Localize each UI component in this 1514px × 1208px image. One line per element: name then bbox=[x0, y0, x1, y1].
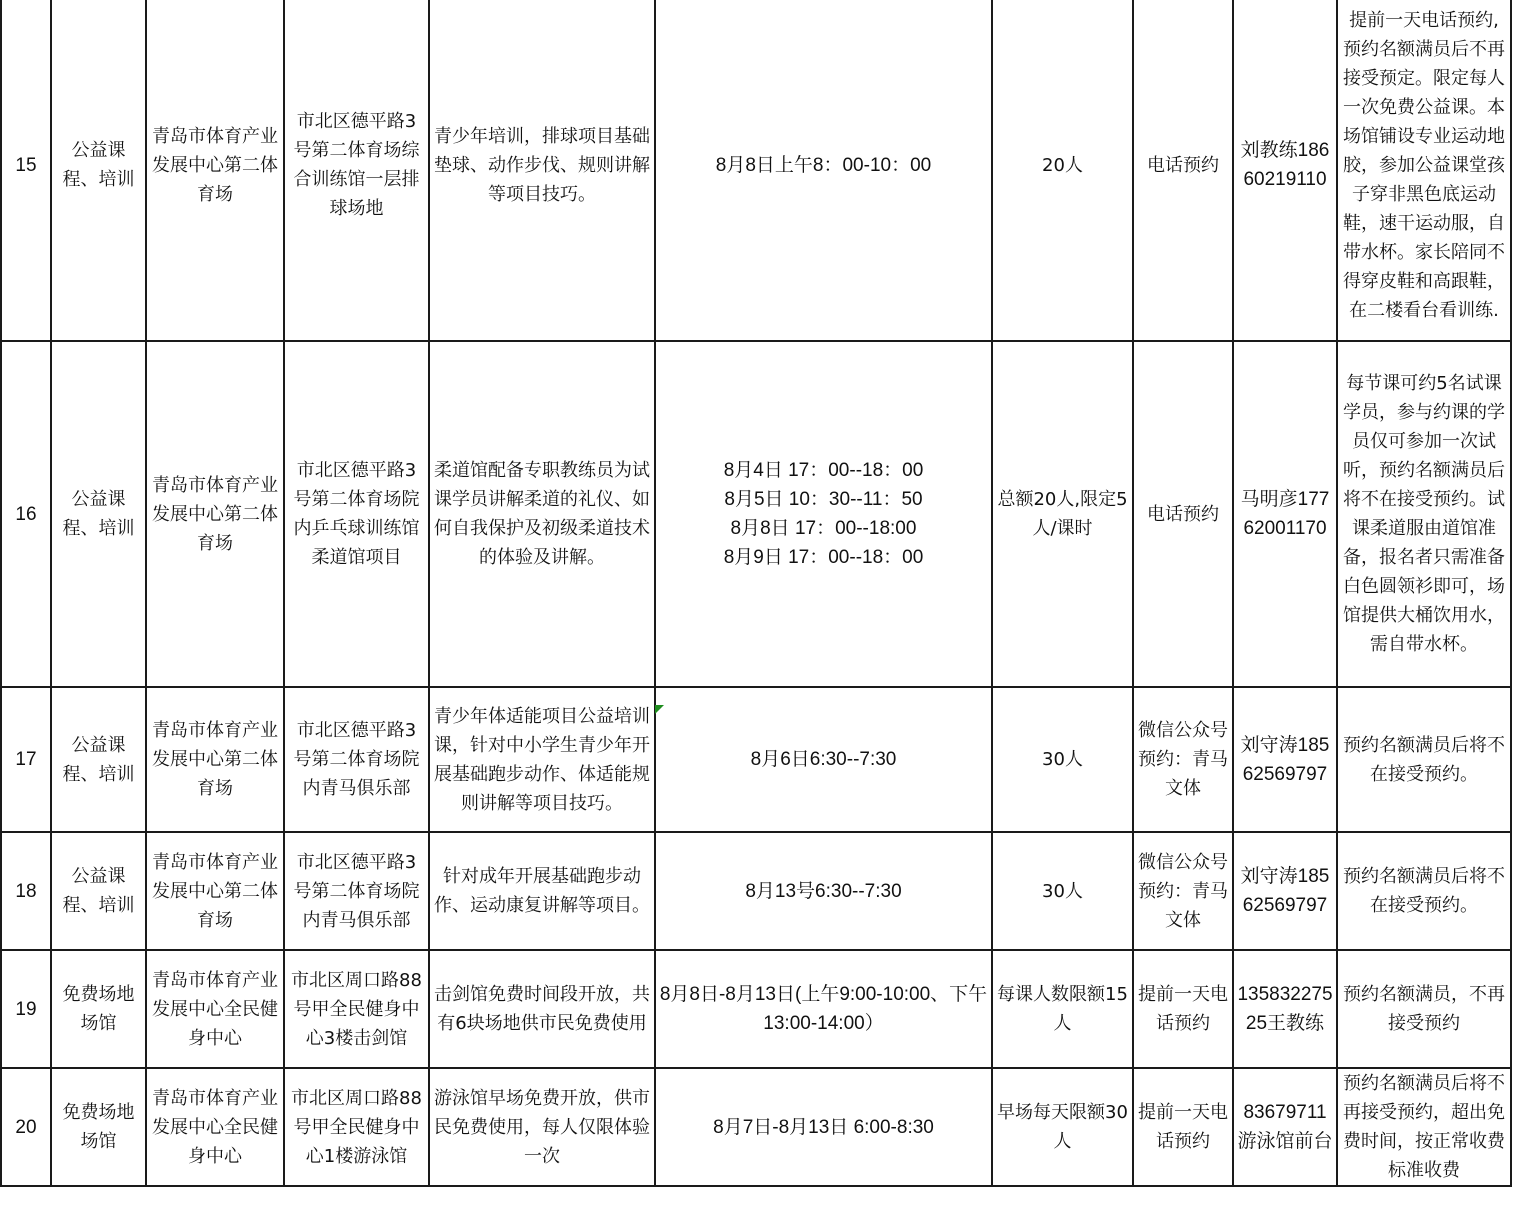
contact-cell: 83679711游泳馆前台 bbox=[1233, 1068, 1337, 1186]
time-line: 8月8日 17：00--18:00 bbox=[730, 518, 917, 539]
time-line: 8月7日-8月13日 6:00-8:30 bbox=[713, 1116, 934, 1138]
activity-time-cell bbox=[655, 0, 992, 341]
activity-content-cell: 青少年体适能项目公益培训课，针对中小学生青少年开展基础跑步动作、体适能规则讲解等项目技巧。 bbox=[429, 687, 655, 832]
quota-cell: 30人 bbox=[992, 687, 1133, 832]
row-number-cell: 17 bbox=[1, 687, 51, 832]
time-line: 8月6日6:30--7:30 bbox=[750, 749, 897, 770]
activity-content-cell: 针对成年开展基础跑步动作、运动康复讲解等项目。 bbox=[429, 832, 655, 950]
row-number-cell: 19 bbox=[1, 950, 51, 1068]
booking-method-cell: 提前一天电话预约 bbox=[1133, 950, 1233, 1068]
activity-content-cell: 击剑馆免费时间段开放，共有6块场地供市民免费使用 bbox=[429, 950, 655, 1068]
quota-cell: 每课人数限额15人 bbox=[992, 950, 1133, 1068]
booking-method-cell: 电话预约 bbox=[1133, 341, 1233, 687]
activity-type-cell: 公益课程、培训 bbox=[51, 832, 146, 950]
venue-address-cell: 市北区德平路3号第二体育场院内青马俱乐部 bbox=[284, 687, 429, 832]
contact-cell: 13583227525王教练 bbox=[1233, 950, 1337, 1068]
quota-cell: 总额20人,限定5人/课时 bbox=[992, 341, 1133, 687]
booking-method-cell: 提前一天电话预约 bbox=[1133, 1068, 1233, 1186]
table-row bbox=[1, 0, 1511, 341]
booking-method-cell: 微信公众号预约：青马文体 bbox=[1133, 687, 1233, 832]
quota-cell: 早场每天限额30人 bbox=[992, 1068, 1133, 1186]
notes-cell: 预约名额满员，不再接受预约 bbox=[1337, 950, 1511, 1068]
quota-cell: 20人 bbox=[992, 0, 1133, 341]
time-line: 8月4日 17：00--18：00 bbox=[723, 460, 924, 481]
organizer-cell: 青岛市体育产业发展中心全民健身中心 bbox=[146, 950, 284, 1068]
activity-type-cell: 公益课程、培训 bbox=[51, 687, 146, 832]
activity-type-cell: 公益课程、培训 bbox=[51, 341, 146, 687]
table-row bbox=[1, 950, 1511, 1068]
activity-time-cell bbox=[655, 341, 992, 687]
activity-time-cell bbox=[655, 1068, 992, 1186]
notes-cell: 提前一天电话预约,预约名额满员后不再接受预定。限定每人一次免费公益课。本场馆铺设专业运动地胶，参加公益课堂孩子穿非黑色底运动鞋，速干运动服，自带水杯。家长陪同不得穿皮鞋和高跟鞋，在二楼看台看训练. bbox=[1337, 0, 1511, 341]
table-row bbox=[1, 687, 1511, 832]
contact-cell: 刘守涛18562569797 bbox=[1233, 832, 1337, 950]
venue-address-cell: 市北区德平路3号第二体育场综合训练馆一层排球场地 bbox=[284, 0, 429, 341]
time-line: 8月5日 10：30--11：50 bbox=[724, 489, 923, 510]
time-line: 8月13号6:30--7:30 bbox=[745, 880, 902, 902]
notes-cell: 每节课可约5名试课学员，参与约课的学员仅可参加一次试听，预约名额满员后将不在接受预约。试课柔道服由道馆准备，报名者只需准备白色圆领衫即可，场馆提供大桶饮用水，需自带水杯。 bbox=[1337, 341, 1511, 687]
time-line: 8月9日 17：00--18：00 bbox=[723, 547, 924, 568]
organizer-cell: 青岛市体育产业发展中心第二体育场 bbox=[146, 832, 284, 950]
organizer-cell: 青岛市体育产业发展中心第二体育场 bbox=[146, 341, 284, 687]
table-row bbox=[1, 341, 1511, 687]
contact-cell: 马明彦17762001170 bbox=[1233, 341, 1337, 687]
organizer-cell: 青岛市体育产业发展中心全民健身中心 bbox=[146, 1068, 284, 1186]
row-number-cell: 15 bbox=[1, 0, 51, 341]
row-number-cell: 20 bbox=[1, 1068, 51, 1186]
venue-address-cell: 市北区周口路88号甲全民健身中心3楼击剑馆 bbox=[284, 950, 429, 1068]
activity-content-cell: 游泳馆早场免费开放，供市民免费使用，每人仅限体验一次 bbox=[429, 1068, 655, 1186]
contact-cell: 刘教练18660219110 bbox=[1233, 0, 1337, 341]
row-number-cell: 18 bbox=[1, 832, 51, 950]
time-line: 8月8日上午8：00-10：00 bbox=[715, 154, 932, 176]
venue-address-cell: 市北区德平路3号第二体育场院内乒乓球训练馆柔道馆项目 bbox=[284, 341, 429, 687]
notes-cell: 预约名额满员后将不在接受预约。 bbox=[1337, 832, 1511, 950]
organizer-cell: 青岛市体育产业发展中心第二体育场 bbox=[146, 0, 284, 341]
venue-address-cell: 市北区德平路3号第二体育场院内青马俱乐部 bbox=[284, 832, 429, 950]
activity-type-cell: 免费场地场馆 bbox=[51, 950, 146, 1068]
table-row bbox=[1, 832, 1511, 950]
activity-time-cell bbox=[655, 950, 992, 1068]
contact-cell: 刘守涛18562569797 bbox=[1233, 687, 1337, 832]
table-row bbox=[1, 1068, 1511, 1186]
row-number-cell: 16 bbox=[1, 341, 51, 687]
booking-method-cell: 电话预约 bbox=[1133, 0, 1233, 341]
activity-content-cell: 青少年培训，排球项目基础垫球、动作步伐、规则讲解等项目技巧。 bbox=[429, 0, 655, 341]
activity-time-cell bbox=[655, 832, 992, 950]
organizer-cell: 青岛市体育产业发展中心第二体育场 bbox=[146, 687, 284, 832]
activity-type-cell: 免费场地场馆 bbox=[51, 1068, 146, 1186]
comment-indicator bbox=[655, 705, 664, 714]
booking-method-cell: 微信公众号预约：青马文体 bbox=[1133, 832, 1233, 950]
time-line: 8月8日-8月13日(上午9:00-10:00、下午13:00-14:00） bbox=[659, 984, 988, 1034]
notes-cell: 预约名额满员后将不再接受预约，超出免费时间，按正常收费标准收费 bbox=[1337, 1068, 1511, 1186]
venue-address-cell: 市北区周口路88号甲全民健身中心1楼游泳馆 bbox=[284, 1068, 429, 1186]
notes-cell: 预约名额满员后将不在接受预约。 bbox=[1337, 687, 1511, 832]
quota-cell: 30人 bbox=[992, 832, 1133, 950]
activity-time-cell bbox=[655, 687, 992, 832]
activity-content-cell: 柔道馆配备专职教练员为试课学员讲解柔道的礼仪、如何自我保护及初级柔道技术的体验及讲解。 bbox=[429, 341, 655, 687]
activity-type-cell: 公益课程、培训 bbox=[51, 0, 146, 341]
